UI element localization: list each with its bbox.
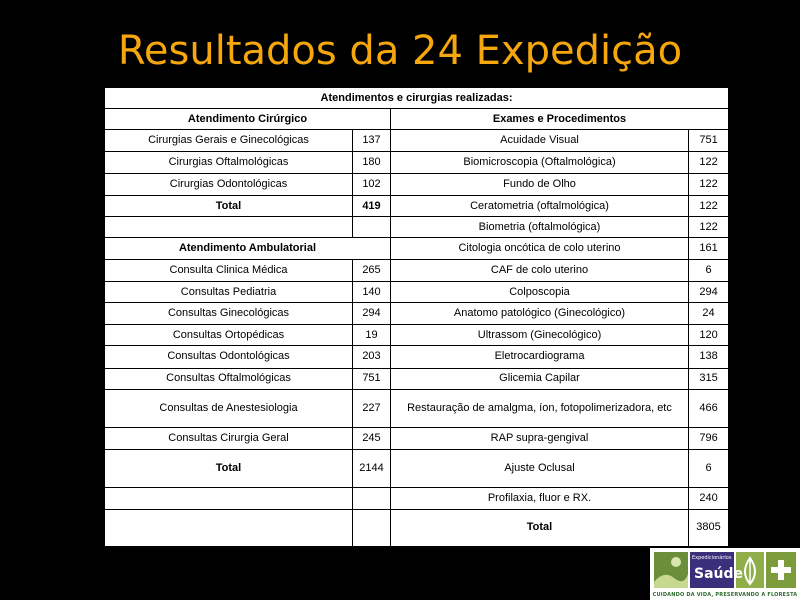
right-label: Biometria (oftalmológica) — [391, 217, 689, 238]
right-value: 6 — [689, 260, 729, 282]
right-label: Ajuste Oclusal — [391, 449, 689, 487]
right-label: CAF de colo uterino — [391, 260, 689, 282]
left-label: Consulta Clinica Médica — [105, 260, 353, 282]
right-value: 120 — [689, 325, 729, 346]
left-label: Cirurgias Gerais e Ginecológicas — [105, 130, 353, 152]
left-value: 137 — [353, 130, 391, 152]
table-row — [105, 368, 729, 389]
table-row-total — [105, 509, 729, 546]
right-label: Eletrocardiograma — [391, 346, 689, 368]
left-label: Consultas Oftalmológicas — [105, 368, 353, 389]
left-label: Consultas Cirurgia Geral — [105, 427, 353, 449]
right-label: Acuidade Visual — [391, 130, 689, 152]
right-label: RAP supra-gengival — [391, 427, 689, 449]
table-caption: Atendimentos e cirurgias realizadas: — [105, 88, 729, 109]
left-value: 19 — [353, 325, 391, 346]
right-label: Fundo de Olho — [391, 174, 689, 196]
table-row — [105, 325, 729, 346]
left-label: Consultas Ortopédicas — [105, 325, 353, 346]
right-label: Restauração de amalgma, íon, fotopolimerizadora, etc — [391, 389, 689, 427]
left-value: 265 — [353, 260, 391, 282]
right-label: Colposcopia — [391, 282, 689, 303]
table-row — [105, 260, 729, 282]
right-value: 796 — [689, 427, 729, 449]
section-header-exams: Exames e Procedimentos — [391, 109, 729, 130]
table-row — [105, 152, 729, 174]
right-value: 6 — [689, 449, 729, 487]
table-row — [105, 282, 729, 303]
left-label: Total — [105, 449, 353, 487]
left-value — [353, 487, 391, 509]
left-label: Consultas Odontológicas — [105, 346, 353, 368]
table-row-total — [105, 449, 729, 487]
left-label: Consultas Ginecológicas — [105, 303, 353, 325]
left-value — [353, 217, 391, 238]
right-label: Ultrassom (Ginecológico) — [391, 325, 689, 346]
right-label: Citologia oncótica de colo uterino — [391, 238, 689, 260]
right-value: 751 — [689, 130, 729, 152]
left-value: 227 — [353, 389, 391, 427]
table-row — [105, 303, 729, 325]
left-value: 203 — [353, 346, 391, 368]
left-value — [353, 509, 391, 546]
table-header-row — [105, 109, 729, 130]
right-value: 294 — [689, 282, 729, 303]
right-label: Biomicroscopia (Oftalmológica) — [391, 152, 689, 174]
right-value: 122 — [689, 217, 729, 238]
left-label: Cirurgias Odontológicas — [105, 174, 353, 196]
left-label: Cirurgias Oftalmológicas — [105, 152, 353, 174]
right-label: Total — [391, 509, 689, 546]
table-row — [105, 174, 729, 196]
left-label: Consultas de Anestesiologia — [105, 389, 353, 427]
left-value: 419 — [353, 196, 391, 217]
section-header-ambulatory: Atendimento Ambulatorial — [105, 238, 391, 260]
right-value: 24 — [689, 303, 729, 325]
expedicionarios-saude-logo — [650, 548, 800, 600]
slide-title: Resultados da 24 Expedição — [117, 28, 683, 74]
right-value: 466 — [689, 389, 729, 427]
logo-tagline: CUIDANDO DA VIDA, PRESERVANDO A FLORESTA — [652, 592, 798, 598]
table-row — [105, 238, 729, 260]
section-header-surgical: Atendimento Cirúrgico — [105, 109, 391, 130]
right-value: 122 — [689, 152, 729, 174]
brand-line2: Saúde — [694, 566, 744, 582]
right-label: Profilaxia, fluor e RX. — [391, 487, 689, 509]
right-value: 122 — [689, 196, 729, 217]
table-caption-row — [105, 88, 729, 109]
left-value: 245 — [353, 427, 391, 449]
left-label: Total — [105, 196, 353, 217]
left-value: 294 — [353, 303, 391, 325]
right-value: 315 — [689, 368, 729, 389]
brand-line1: Expedicionários — [692, 555, 732, 561]
left-value: 751 — [353, 368, 391, 389]
right-value: 138 — [689, 346, 729, 368]
table-row — [105, 389, 729, 427]
right-value: 240 — [689, 487, 729, 509]
medical-cross-icon — [766, 552, 796, 588]
left-label: Consultas Pediatria — [105, 282, 353, 303]
table-row — [105, 346, 729, 368]
brand-logo-icon — [690, 552, 744, 588]
right-label: Ceratometria (oftalmológica) — [391, 196, 689, 217]
table-row — [105, 487, 729, 509]
left-value: 2144 — [353, 449, 391, 487]
left-label — [105, 487, 353, 509]
left-value: 140 — [353, 282, 391, 303]
table-row — [105, 130, 729, 152]
left-value: 102 — [353, 174, 391, 196]
table-row — [105, 427, 729, 449]
results-table — [104, 87, 729, 547]
table-row-total — [105, 196, 729, 217]
landscape-logo-icon — [654, 552, 688, 588]
right-label: Glicemia Capilar — [391, 368, 689, 389]
right-value: 161 — [689, 238, 729, 260]
left-value: 180 — [353, 152, 391, 174]
left-label — [105, 217, 353, 238]
left-label — [105, 509, 353, 546]
right-label: Anatomo patológico (Ginecológico) — [391, 303, 689, 325]
right-value: 122 — [689, 174, 729, 196]
table-row — [105, 217, 729, 238]
right-value: 3805 — [689, 509, 729, 546]
